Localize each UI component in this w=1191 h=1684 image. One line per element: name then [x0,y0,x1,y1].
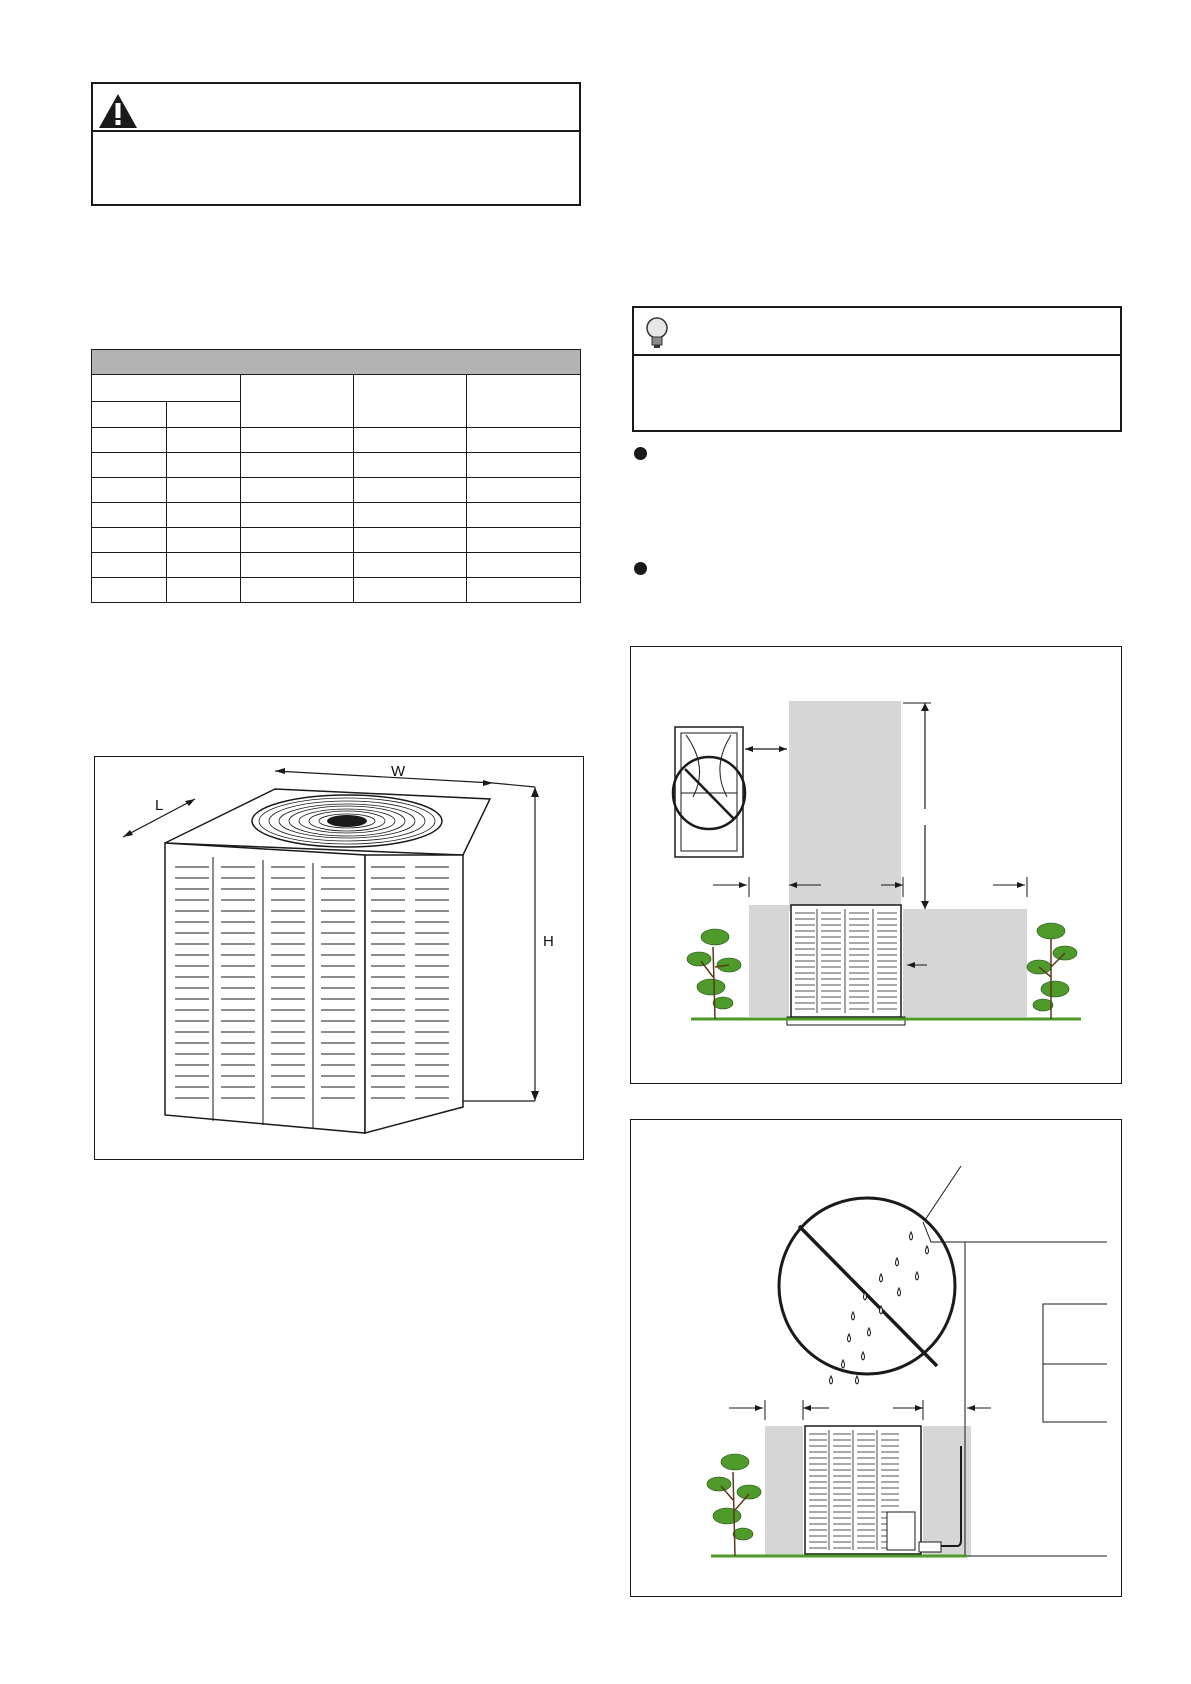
bullet-icon [634,562,647,575]
table-row [92,428,581,453]
tip-box [632,306,1122,432]
length-label: L [155,797,164,814]
table-header-cell [467,375,581,428]
table-header-row [92,375,581,402]
table-row [92,478,581,503]
dimension-table [91,349,581,603]
table-header-cell [353,375,467,428]
height-label: H [543,933,554,950]
table-header-cell [166,401,241,428]
table-title-cell [92,350,581,375]
table-title-row [92,350,581,375]
table-header-cell [241,375,354,428]
width-label: W [391,763,406,780]
table-header-cell [92,375,241,402]
table-header-cell [92,401,167,428]
downspout-figure [630,1119,1122,1597]
table-row [92,553,581,578]
table-row [92,503,581,528]
unit-dimensions-figure [94,756,584,1160]
table-row [92,528,581,553]
condenser-unit-drawing [95,757,585,1161]
bullet-icon [634,447,647,460]
lightbulb-icon [644,316,670,355]
warning-box [91,82,581,206]
table-row [92,453,581,478]
clearance-drawing [631,647,1123,1085]
table-row [92,578,581,603]
warning-triangle-icon [97,92,139,135]
downspout-drawing [631,1120,1123,1598]
clearance-figure [630,646,1122,1084]
